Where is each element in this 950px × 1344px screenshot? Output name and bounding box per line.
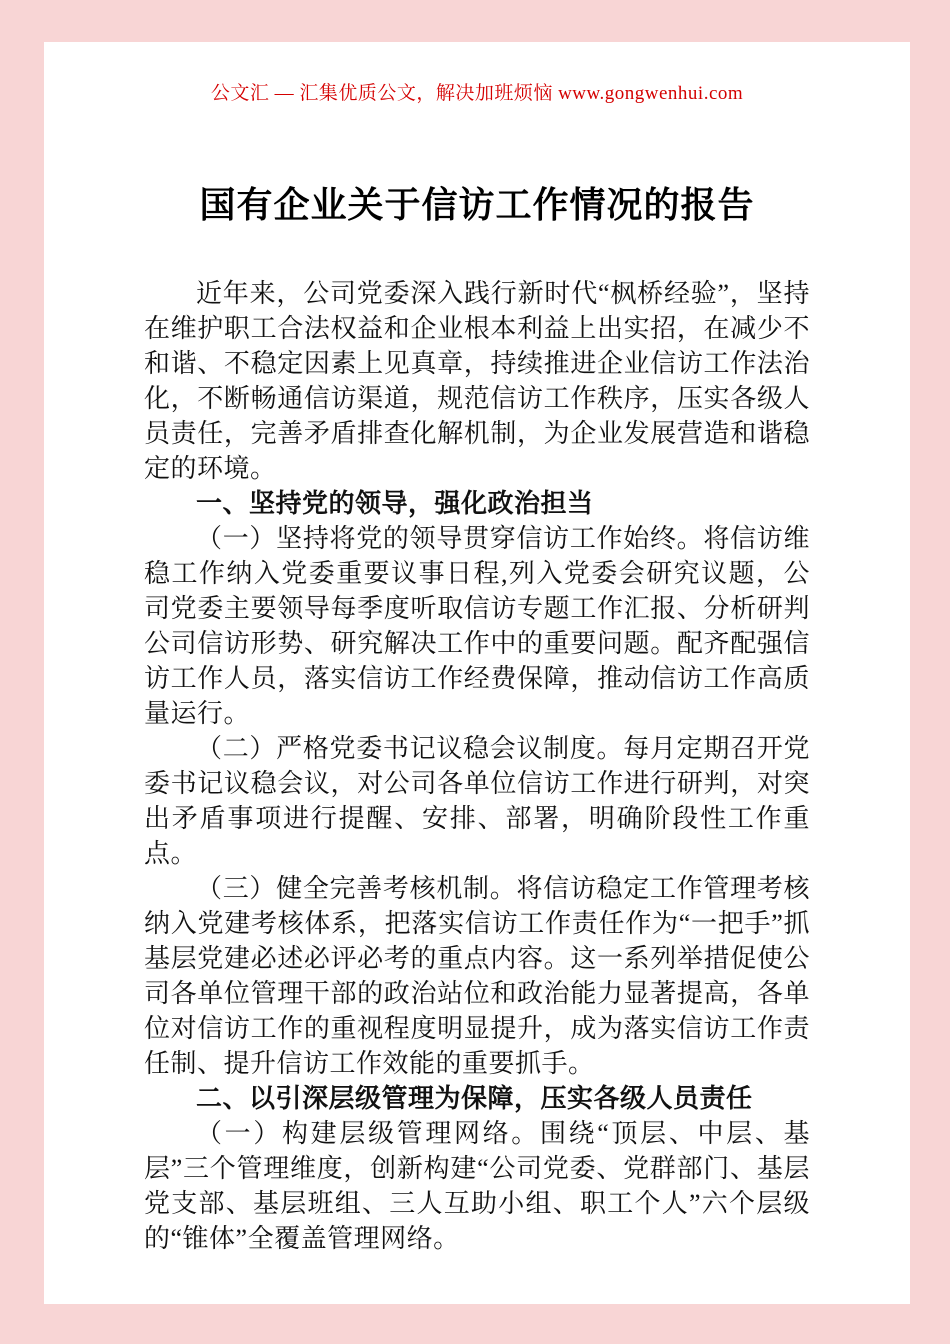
section-1-paragraph-1: （一）坚持将党的领导贯穿信访工作始终。将信访维稳工作纳入党委重要议事日程,列入党委会研究议题，公司党委主要领导每季度听取信访专题工作汇报、分析研判公司信访形势、研究解决工作中的重要问题。配齐配强信访工作人员，落实信访工作经费保障，推动信访工作高质量运行。 — [144, 524, 810, 728]
section-heading-1: 一、坚持党的领导，强化政治担当 — [196, 489, 594, 518]
document-body — [144, 276, 810, 1256]
section-1-paragraph-3: （三）健全完善考核机制。将信访稳定工作管理考核纳入党建考核体系，把落实信访工作责任作为“一把手”抓基层党建必述必评必考的重点内容。这一系列举措促使公司各单位管理干部的政治站位和政治能力显著提高，各单位对信访工作的重视程度明显提升，成为落实信访工作责任制、提升信访工作效能的重要抓手。 — [144, 874, 810, 1078]
section-1-paragraph-2: （二）严格党委书记议稳会议制度。每月定期召开党委书记议稳会议，对公司各单位信访工作进行研判，对突出矛盾事项进行提醒、安排、部署，明确阶段性工作重点。 — [144, 734, 810, 868]
document-title: 国有企业关于信访工作情况的报告 — [199, 185, 755, 225]
section-heading-2: 二、以引深层级管理为保障，压实各级人员责任 — [196, 1084, 753, 1113]
site-watermark-text: 公文汇 — 汇集优质公文，解决加班烦恼 www.gongwenhui.com — [210, 83, 744, 104]
section-2-paragraph-1: （一）构建层级管理网络。围绕“顶层、中层、基层”三个管理维度，创新构建“公司党委、党群部门、基层党支部、基层班组、三人互助小组、职工个人”六个层级的“锥体”全覆盖管理网络。 — [144, 1119, 810, 1253]
document-page — [44, 42, 910, 1304]
intro-paragraph: 近年来，公司党委深入践行新时代“枫桥经验”，坚持在维护职工合法权益和企业根本利益上出实招，在减少不和谐、不稳定因素上见真章，持续推进企业信访工作法治化，不断畅通信访渠道，规范信访工作秩序，压实各级人员责任，完善矛盾排查化解机制，为企业发展营造和谐稳定的环境。 — [144, 279, 810, 483]
site-watermark-header — [144, 82, 810, 106]
